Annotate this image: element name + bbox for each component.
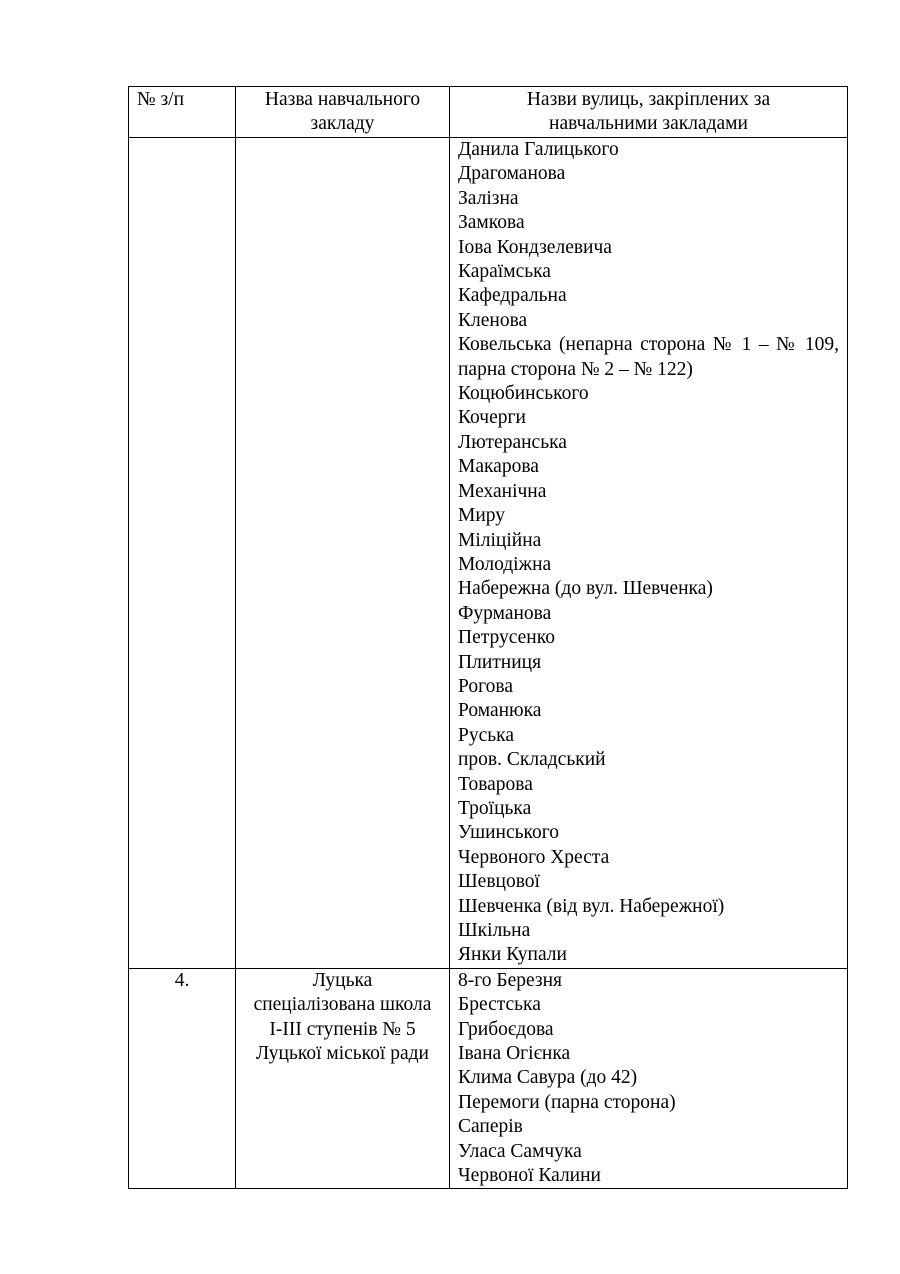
street-item: Іова Кондзелевича <box>458 236 612 258</box>
street-item: Залізна <box>458 187 519 209</box>
street-item: Троїцька <box>458 797 532 819</box>
street-item: Шевцової <box>458 871 540 893</box>
header-streets-line-2: навчальними закладами <box>549 113 748 134</box>
street-item: Червоного Хреста <box>458 846 610 868</box>
institution-name-line: Луцька <box>312 969 373 991</box>
street-list <box>450 969 847 1189</box>
table-header-row <box>129 87 848 138</box>
table-row <box>129 968 848 1189</box>
street-item: Брестська <box>458 994 541 1016</box>
street-item: Кленова <box>458 309 528 331</box>
institution-name-cell <box>236 968 450 1189</box>
institution-name-line: І-ІІІ ступенів № 5 <box>269 1018 416 1040</box>
street-item: Драгоманова <box>458 163 566 185</box>
street-item: Набережна (до вул. Шевченка) <box>458 578 713 600</box>
street-item: Ковельська (непарна сторона № 1 – № 109, парна сторона № 2 – № 122) <box>458 334 839 380</box>
header-number-label: № з/п <box>137 89 185 110</box>
street-list <box>450 138 847 968</box>
street-item: Лютеранська <box>458 431 567 453</box>
street-item: Фурманова <box>458 602 552 624</box>
street-item: Данила Галицького <box>458 139 619 160</box>
street-item: Кочерги <box>458 407 526 429</box>
institution-name-line: Луцької міської ради <box>256 1043 429 1065</box>
street-item: Молодіжна <box>458 553 552 575</box>
header-street-names <box>450 87 848 138</box>
street-item: Івана Огієнка <box>458 1043 571 1065</box>
row-number: 4. <box>174 969 190 991</box>
header-number <box>129 87 236 138</box>
header-institution-line-2: закладу <box>310 113 375 134</box>
street-item: Петрусенко <box>458 627 555 649</box>
street-item: Механічна <box>458 480 547 502</box>
street-names-cell <box>450 968 848 1189</box>
street-item: Янки Купали <box>458 944 567 966</box>
header-institution-line-1: Назва навчального <box>264 89 421 110</box>
street-item: Перемоги (парна сторона) <box>458 1091 676 1113</box>
street-item: Плитниця <box>458 651 542 673</box>
street-item: Рогова <box>458 675 513 697</box>
street-item: Замкова <box>458 212 525 234</box>
street-item: Караїмська <box>458 261 551 283</box>
street-item: Уласа Самчука <box>458 1140 582 1162</box>
street-item: Шкільна <box>458 920 531 941</box>
street-item: пров. Складський <box>458 749 606 771</box>
institution-name-cell <box>236 138 450 969</box>
institution-name-line: спеціалізована школа <box>253 994 432 1016</box>
street-item: Саперів <box>458 1116 523 1138</box>
street-item: Міліційна <box>458 529 542 551</box>
table-row <box>129 138 848 969</box>
street-item: 8-го Березня <box>458 969 562 991</box>
street-item: Шевченка (від вул. Набережної) <box>458 895 725 917</box>
street-item: Грибоєдова <box>458 1018 554 1040</box>
street-item: Коцюбинського <box>458 383 589 405</box>
row-number-cell <box>129 138 236 969</box>
street-item: Клима Савура (до 42) <box>458 1067 638 1089</box>
street-item: Макарова <box>458 456 539 478</box>
street-item: Руська <box>458 724 514 746</box>
header-streets-line-1: Назви вулиць, закріплених за <box>526 89 771 110</box>
street-names-cell <box>450 138 848 969</box>
streets-table <box>128 86 848 1189</box>
street-item: Миру <box>458 505 506 527</box>
street-item: Кафедральна <box>458 285 567 307</box>
row-number-cell <box>129 968 236 1189</box>
street-item: Товарова <box>458 773 533 795</box>
header-institution-name <box>236 87 450 138</box>
street-item: Червоної Калини <box>458 1165 601 1187</box>
street-item: Романюка <box>458 700 542 722</box>
street-item: Ушинського <box>458 822 560 844</box>
